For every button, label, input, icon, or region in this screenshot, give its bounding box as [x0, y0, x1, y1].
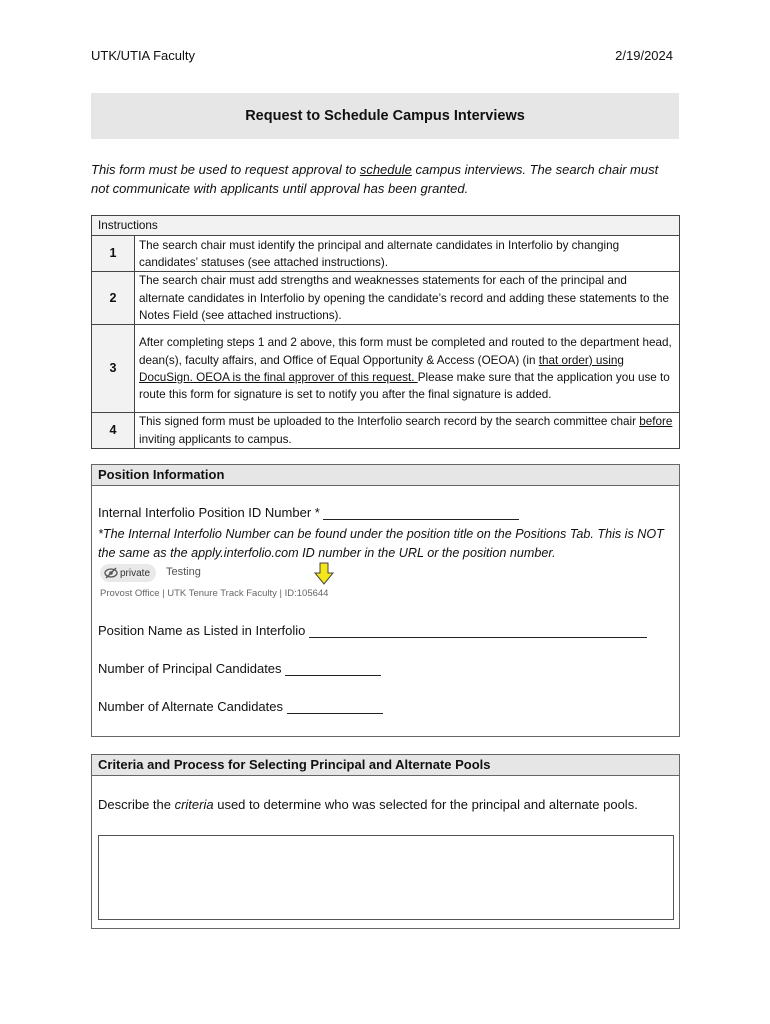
- criteria-desc-before: Describe the: [98, 797, 175, 812]
- criteria-desc-after: used to determine who was selected for the principal and alternate pools.: [213, 797, 638, 812]
- intro-text: [91, 160, 671, 198]
- position-id-field[interactable]: [98, 505, 519, 520]
- criteria-heading: Criteria and Process for Selecting Principal and Alternate Pools: [92, 755, 679, 776]
- step-text-a: This signed form must be uploaded to the Interfolio search record by the search committee chair: [139, 415, 640, 429]
- step-number: 4: [92, 413, 135, 449]
- step-number: 3: [92, 325, 135, 413]
- intro-before: This form must be used to request approval to: [91, 162, 360, 177]
- intro-after: campus interviews. The search chair must not communicate with applicants until approval has been granted.: [91, 162, 659, 196]
- step-text-b: Please make sure that the application you use to route this form for signature is set to notify you after the final signature is added.: [139, 370, 670, 402]
- private-badge: [100, 564, 156, 582]
- page-title: Request to Schedule Campus Interviews: [91, 93, 679, 139]
- criteria-desc-em: criteria: [174, 797, 214, 812]
- criteria-section: [91, 754, 680, 929]
- position-id-note: *The Internal Interfolio Number can be found under the position title on the Positions Tab. This is NOT the same as the apply.interfolio.com ID number in the URL or the position number.: [98, 527, 664, 560]
- position-id-line[interactable]: [323, 505, 519, 520]
- principal-count-line[interactable]: [285, 661, 381, 676]
- principal-count-field[interactable]: [98, 661, 381, 676]
- position-name-field[interactable]: [98, 623, 647, 638]
- intro-schedule-link: schedule: [359, 162, 412, 177]
- step-text: [135, 413, 680, 449]
- arrow-down-icon: [313, 562, 335, 586]
- step-text-a: After completing steps 1 and 2 above, this form must be completed and routed to the department head, dean(s), faculty affairs, and Office of Equal Opportunity & Access (OEOA) (in: [139, 336, 672, 367]
- sample-subtitle: Provost Office | UTK Tenure Track Faculty | ID:105644: [100, 588, 329, 599]
- header-org: UTK/UTIA Faculty: [91, 48, 196, 63]
- position-name-line[interactable]: [309, 623, 647, 638]
- sample-title: Testing: [166, 566, 201, 578]
- instructions-heading: Instructions: [92, 216, 680, 236]
- criteria-textbox[interactable]: [98, 835, 674, 920]
- position-name-label: Position Name as Listed in Interfolio: [98, 623, 306, 638]
- step-text: The search chair must add strengths and weaknesses statements for each of the principal and alternate candidates in Interfolio by opening the candidate’s record and adding these statements to the Notes Field (see attached instructions).: [135, 272, 680, 325]
- eye-off-icon: [104, 567, 118, 579]
- criteria-description: [98, 795, 658, 814]
- private-label: private: [120, 567, 151, 579]
- position-information-section: [91, 464, 680, 737]
- header-date: 2/19/2024: [615, 48, 673, 63]
- step-text-underlined: before: [639, 415, 673, 429]
- position-heading: Position Information: [92, 465, 679, 486]
- interfolio-sample-image: [98, 562, 358, 600]
- step-text-b: inviting applicants to campus.: [139, 432, 292, 446]
- alternate-count-field[interactable]: [98, 699, 383, 714]
- alternate-count-label: Number of Alternate Candidates: [98, 699, 283, 714]
- step-text: The search chair must identify the principal and alternate candidates in Interfolio by changing candidates’ statuses (see attached instructions).: [135, 236, 680, 272]
- principal-count-label: Number of Principal Candidates: [98, 661, 282, 676]
- alternate-count-line[interactable]: [287, 699, 383, 714]
- position-id-label: Internal Interfolio Position ID Number *: [98, 505, 320, 520]
- step-number: 1: [92, 236, 135, 272]
- instructions-table: [91, 215, 680, 449]
- step-text: [135, 325, 680, 413]
- step-number: 2: [92, 272, 135, 325]
- step-text-underlined: that order) using DocuSign. OEOA is the final approver of this request.: [139, 353, 624, 384]
